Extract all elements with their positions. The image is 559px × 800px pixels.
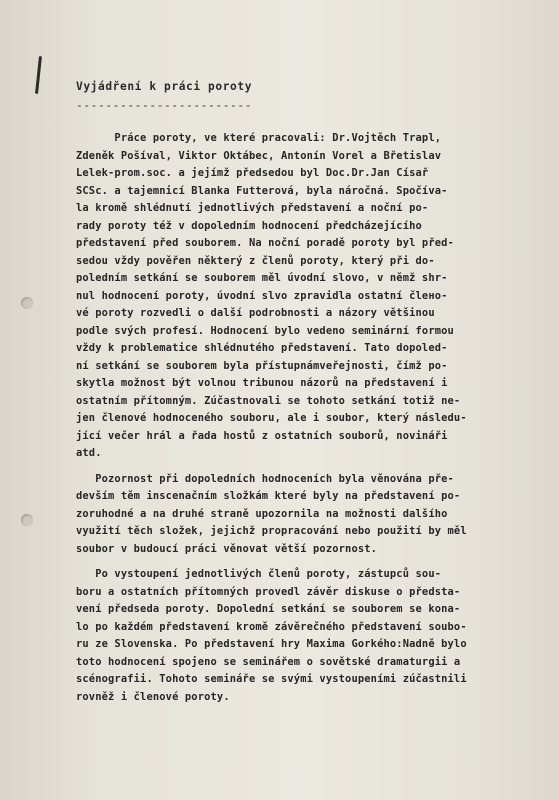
text-line: skytla možnost být volnou tribunou názorů na představení i (76, 377, 448, 389)
document-body (76, 130, 516, 706)
text-line: Práce poroty, ve které pracovali: Dr.Vojtěch Trapl, (76, 132, 442, 144)
punch-hole (21, 297, 33, 309)
text-line: Po vystoupení jednotlivých členů poroty, zástupců sou- (76, 568, 442, 580)
text-line: rovněž i členové poroty. (76, 690, 230, 703)
text-line: Pozornost při dopoledních hodnoceních byla věnována pře- (76, 472, 454, 485)
text-line: soubor v budoucí práci věnovat větší pozornost. (76, 542, 378, 555)
paragraph (76, 471, 516, 559)
text-line: poledním setkání se souborem měl úvodní slovo, v němž shr- (76, 272, 448, 284)
text-line: Zdeněk Pošíval, Viktor Oktábec, Antonín Vorel a Břetislav (76, 149, 442, 162)
text-line: podle svých profesí. Hodnocení bylo vedeno seminární formou (76, 324, 454, 337)
text-line: ru ze Slovenska. Po představení hry Maxima Gorkého:Nadně bylo (76, 638, 467, 650)
text-line: SCSc. a tajemnicí Blanka Futterová, byla náročná. Spočíva- (76, 184, 448, 197)
text-line: jen členové hodnoceného souboru, ale i soubor, který následu- (76, 412, 467, 424)
text-line: lo po každém představení kromě závěrečného představení soubo- (76, 620, 467, 633)
text-line: vení předseda poroty. Dopolední setkání se souborem se kona- (76, 603, 461, 615)
text-line: rady poroty též v dopoledním hodnocení předcházejícího (76, 219, 422, 232)
text-line: jící večer hrál a řada hostů z ostatních souborů, novináři (76, 429, 448, 442)
text-line: sedou vždy pověřen některý z členů poroty, který při do- (76, 254, 435, 267)
text-line: boru a ostatních přítomných provedl závěr diskuse o předsta- (76, 585, 461, 598)
paragraph (76, 130, 516, 463)
pen-mark (35, 56, 42, 94)
text-line: atd. (76, 447, 102, 459)
text-line: ostatním přítomným. Zúčastnovali se tohoto setkání totiž ne- (76, 394, 461, 407)
text-line: zoruhodné a na druhé straně upozornila na možnosti dalšího (76, 507, 448, 520)
text-line: vé poroty rozvedli o další podrobnosti a názory většinou (76, 307, 435, 319)
text-line: vždy k problematice shlédnutého představení. Tato dopoled- (76, 342, 448, 354)
text-line: ní setkání se souborem byla přístupnámveřejnosti, čímž po- (76, 359, 448, 372)
text-line: devším těm inscenačním složkám které byly na představení po- (76, 490, 461, 502)
title-underline: ------------------------ (76, 99, 253, 112)
text-line: představení před souborem. Na noční poradě poroty byl před- (76, 237, 454, 249)
document-title: Vyjádření k práci poroty (76, 80, 253, 93)
text-line: využití těch složek, jejichž propracování nebo použití by měl (76, 525, 467, 537)
text-line: la kromě shlédnutí jednotlivých představení a noční po- (76, 202, 429, 214)
punch-hole (21, 514, 33, 526)
text-line: nul hodnocení poroty, úvodní slvo zpravidla ostatní člено- (76, 289, 448, 302)
paragraph (76, 566, 516, 706)
paragraph-gap (76, 463, 516, 471)
text-line: Lelek-prom.soc. a jejímž předsedou byl Doc.Dr.Jan Císař (76, 167, 429, 179)
text-line: scénografii. Tohoto semináře se svými vystoupeními zúčastnili (76, 673, 467, 685)
text-line: toto hodnocení spojeno se seminářem o sovětské dramaturgii a (76, 655, 461, 668)
paragraph-gap (76, 558, 516, 566)
